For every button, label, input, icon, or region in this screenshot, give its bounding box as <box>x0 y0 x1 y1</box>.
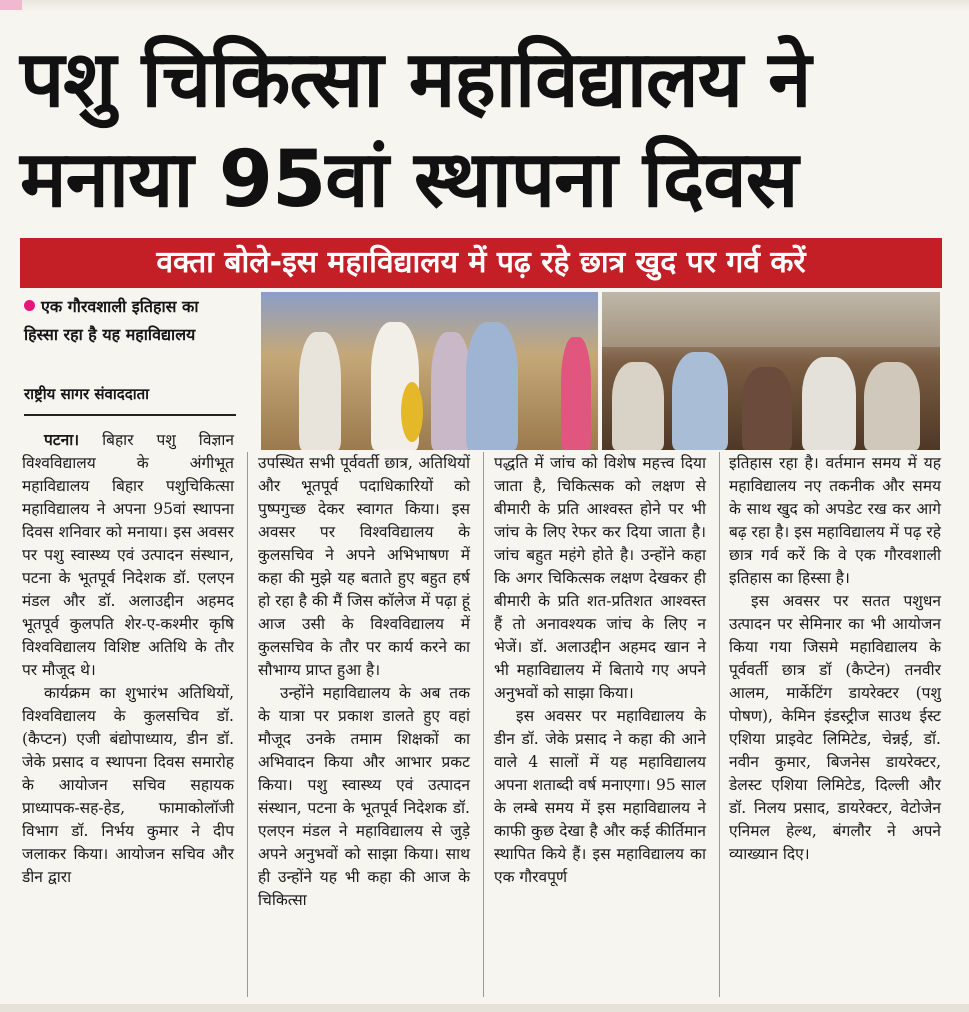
headline: पशु चिकित्सा महाविद्यालय ने मनाया 95वां स्थापना दिवस <box>20 35 811 225</box>
column-divider <box>247 452 248 997</box>
photo-person <box>561 337 591 450</box>
highlight-note <box>24 293 236 349</box>
article-column-4 <box>729 452 941 866</box>
photo-crowd <box>602 292 940 347</box>
previous-article-strip <box>0 0 969 12</box>
subheadline: वक्ता बोले-इस महाविद्यालय में पढ़ रहे छात्र खुद पर गर्व करें <box>20 238 942 288</box>
paragraph: इतिहास रहा है। वर्तमान समय में यह महाविद्यालय नए तकनीक और समय के साथ खुद को अपडेट रख कर आगे बढ़ रहा है। इस महाविद्यालय में पढ़ रहे छात्र गर्व करें कि वे एक गौरवशाली इतिहास का हिस्सा है। <box>729 454 941 587</box>
photo-person <box>431 332 471 450</box>
corner-decoration <box>0 0 22 10</box>
article-column-2 <box>258 452 470 912</box>
byline: राष्ट्रीय सागर संवाददाता <box>24 384 236 416</box>
paragraph: बिहार पशु विज्ञान विश्वविद्यालय के अंगीभूत महाविद्यालय बिहार पशुचिकित्सा महाविद्यालय ने अपना 95वां स्थापना दिवस शनिवार को मनाया। इस अवसर पर पशु स्वास्थ्य एवं उत्पादन संस्थान, पटना के भूतपूर्व निदेशक डॉ. एलएन मंडल और डॉ. अलाउद्दीन अहमद भूतपूर्व कुलपति शेर-ए-कश्मीर कृषि विश्वविद्यालय विशिष्ट अतिथि के तौर पर मौजूद थे। <box>22 431 234 679</box>
column-divider <box>483 452 484 997</box>
lamp-icon <box>401 382 423 442</box>
dateline: पटना। <box>44 430 80 449</box>
paragraph: इस अवसर पर महाविद्यालय के डीन डॉ. जेके प्रसाद ने कहा की आने वाले 4 सालों में यह महाविद्यालय अपना शताब्दी वर्ष मनाएगा। 95 साल के लम्बे समय में इस महाविद्यालय ने काफी कुछ देखा है और कई कीर्तिमान स्थापित किये हैं। इस महाविद्यालय का एक गौरवपूर्ण <box>494 707 706 886</box>
photo-person <box>672 352 728 450</box>
photo-audience <box>602 292 940 450</box>
column-divider <box>719 452 720 997</box>
paragraph: इस अवसर पर सतत पशुधन उत्पादन पर सेमिनार का भी आयोजन किया गया जिसमे महाविद्यालय के पूर्ववर्ती छात्र डॉ (कैप्टेन) तनवीर आलम, मार्केटिंग डायरेक्टर (पशु पोषण), केमिन इंडस्ट्रीज साउथ ईस्ट एशिया प्राइवेट लिमिटेड, चेन्नई, डॉ. नवीन कुमार, बिजनेस डायरेक्टर, डेलस्ट एशिया लिमिटेड, दिल्ली और डॉ. निलय प्रसाद, डायरेक्टर, वेटोजेन एनिमल हेल्थ, बंगलौर ने अपने व्याख्यान दिए। <box>729 592 941 863</box>
page-bottom-edge <box>0 1004 969 1012</box>
photo-person <box>802 357 856 450</box>
paragraph: कार्यक्रम का शुभारंभ अतिथियों, विश्वविद्यालय के कुलसचिव डॉ. (कैप्टन) एजी बंद्योपाध्याय, डीन डॉ. जेके प्रसाद व स्थापना दिवस समारोह के आयोजन सचिव सहायक प्राध्यापक-सह-हेड, फामाकोलॉजी विभाग डॉ. निर्भय कुमार ने दीप जलाकर किया। आयोजन सचिव और डीन द्वारा <box>22 684 234 886</box>
paragraph: उपस्थित सभी पूर्ववर्ती छात्र, अतिथियों और भूतपूर्व पदाधिकारियों को पुष्पगुच्छ देकर स्वागत किया। इस अवसर पर विश्वविद्यालय के कुलसचिव ने अपने अभिभाषण में कहा की मुझे यह बताते हुए बहुत हर्ष हो रहा है की मैं जिस कॉलेज में पढ़ा हूं आज उसी के विश्वविद्यालय में कुलसचिव के तौर पर कार्य करने का सौभाग्य प्राप्त हुआ है। <box>258 454 470 679</box>
paragraph: उन्होंने महाविद्यालय के अब तक के यात्रा पर प्रकाश डालते हुए वहां मौजूद उनके तमाम शिक्षकों का अभिवादन किया और आभार प्रकट किया। पशु स्वास्थ्य एवं उत्पादन संस्थान, पटना के भूतपूर्व निदेशक डॉ. एलएन मंडल ने महाविद्यालय से जुड़े अपने अनुभवों को साझा किया। साथ ही उन्होंने यह भी कहा की आज के चिकित्सा <box>258 684 470 909</box>
article-column-1 <box>22 428 234 889</box>
article-column-3 <box>494 452 706 889</box>
highlight-text: एक गौरवशाली इतिहास का हिस्सा रहा है यह महाविद्यालय <box>24 297 199 344</box>
photo-person <box>299 332 341 450</box>
paragraph: पद्धति में जांच को विशेष महत्त्व दिया जाता है, चिकित्सक को लक्षण से बीमारी के प्रति आश्वस्त होने पर भी जांच के लिए रेफर कर दिया जाता है। जांच बहुत महंगे होते है। उन्होंने कहा कि अगर चिकित्सक लक्षण देखकर ही बीमारी के प्रति शत-प्रतिशत आश्वस्त हैं तो अनावश्यक जांच के लिए न भेजें। डॉ. अलाउद्दीन अहमद खान ने भी महाविद्यालय में बिताये गए अपने अनुभवों को साझा किया। <box>494 454 706 702</box>
bullet-icon <box>24 300 35 311</box>
photo-person <box>612 362 664 450</box>
photo-person <box>466 322 518 450</box>
photo-person <box>742 367 792 450</box>
photo-person <box>864 362 920 450</box>
photo-lamp-lighting <box>261 292 598 450</box>
